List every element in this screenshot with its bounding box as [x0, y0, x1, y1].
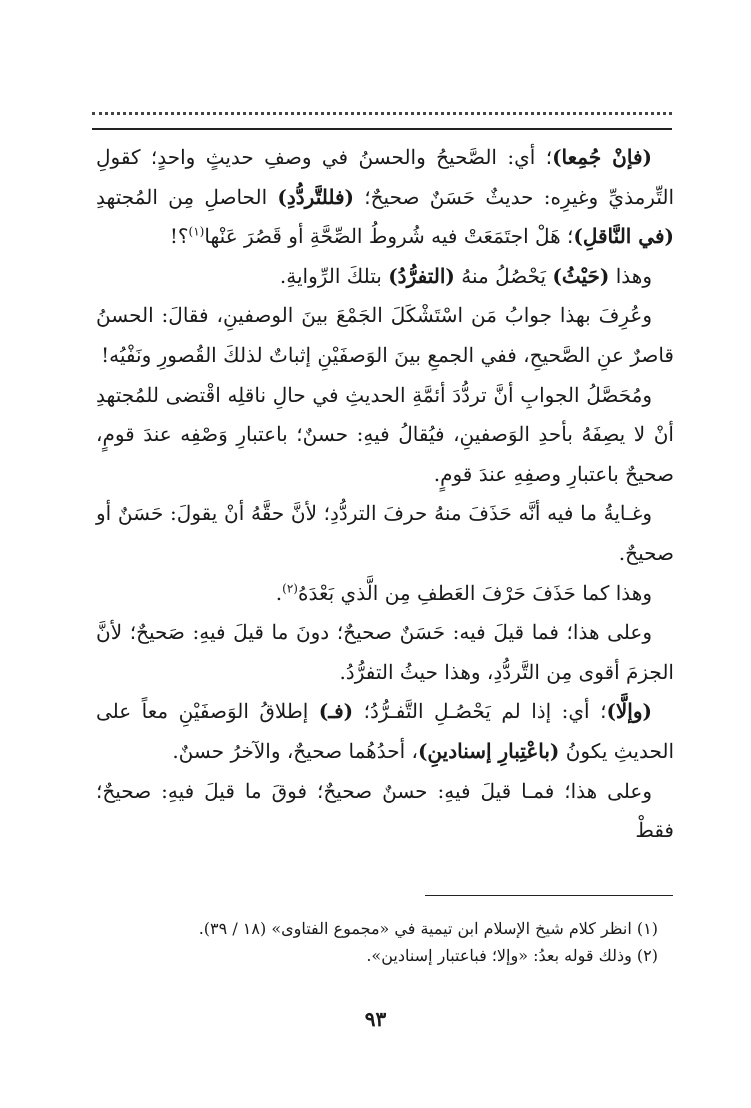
text-run: وهذا [609, 263, 652, 288]
bold-term: (في النَّاقلِ) [573, 224, 674, 249]
bold-term: (حَيْثُ) [552, 263, 610, 288]
text-run: . [275, 580, 283, 605]
bold-term: (فللتَّردُّدِ) [277, 184, 355, 209]
paragraph-2 [96, 257, 674, 297]
text-run: ؟! [169, 224, 189, 249]
text-run: إطلاقُ الوَصفَيْنِ معاً على الحديثِ يكونُ [96, 699, 674, 763]
paragraph-9 [96, 772, 674, 851]
paragraph-1 [96, 138, 674, 257]
bold-term: (وإلَّا) [606, 699, 652, 724]
header-rule [92, 128, 672, 130]
paragraph-4 [96, 376, 674, 495]
page-number: ٩٣ [364, 1007, 387, 1031]
bold-term: (التفرُّدُ) [388, 263, 455, 288]
bold-term: (فـ) [318, 699, 354, 724]
text-run: ، أحدُهُما صحيحٌ، والآخرُ حسنٌ. [172, 738, 418, 763]
text-run: يَحْصُلُ منهُ [454, 263, 553, 288]
bold-term: (باعْتِبارِ إسنادينِ) [417, 738, 560, 763]
footnote-ref-2[interactable]: (٢) [282, 580, 298, 595]
text-run: وهذا كما حَذَفَ حَرْفَ العَطفِ مِن الَّذي بَعْدَهُ [297, 580, 652, 605]
text-run: ومُحَصَّلُ الجوابِ أنَّ تردُّدَ أئمَّةِ الحديثِ في حالِ ناقلِه اقْتضى للمُجتهدِ أنْ لا يصِفَهُ بأحدِ الوَصفينِ، فيُقالُ فيهِ: حسنٌ؛ باعتبارِ وَصْفِه عندَ قومٍ، صحيحٌ باعتبارِ وصفِهِ عندَ قومٍ. [96, 382, 674, 486]
footnote-2 [96, 942, 666, 969]
text-run: وعلى هذا؛ فما قيلَ فيه: حَسَنٌ صحيحٌ؛ دونَ ما قيلَ فيهِ: صَحيحٌ؛ لأنَّ الجزمَ أقوى مِن التَّردُّدِ، وهذا حيثُ التفرُّدُ. [96, 620, 674, 684]
footnote-1 [96, 915, 666, 942]
paragraph-3 [96, 296, 674, 375]
footnote-ref-1[interactable]: (١) [188, 224, 205, 239]
footnote-number: (٢) [636, 946, 658, 965]
text-run: ؛ أي: إذا لم يَحْصُـلِ التَّفـرُّدُ؛ [353, 699, 607, 724]
footnote-separator [425, 895, 673, 896]
text-run: ؛ هَلْ اجتَمَعَتْ فيه شُروطُ الصِّحَّةِ أو قَصُرَ عَنْها [204, 224, 574, 249]
text-run: وعلى هذا؛ فمـا قيلَ فيهِ: حسنٌ صحيحٌ؛ فوقَ ما قيلَ فيهِ: صحيحٌ؛ فقطْ [96, 778, 674, 843]
header-dotted-rule [92, 112, 672, 115]
paragraph-8 [96, 692, 674, 771]
main-text [96, 138, 674, 851]
paragraph-6 [96, 574, 674, 614]
footnote-text: وذلك قوله بعدُ: «وإلا؛ فباعتبار إسنادين». [366, 946, 637, 965]
bold-term: (فإنْ جُمِعا) [552, 145, 652, 169]
text-run: وغـايةُ ما فيه أنَّه حَذَفَ منهُ حرفَ التردُّدِ؛ لأنَّ حقَّهُ أنْ يقولَ: حَسَنٌ أو صحيحٌ. [96, 501, 674, 565]
footnote-text: انظر كلام شيخ الإسلام ابن تيمية في «مجموع الفتاوى» (١٨ / ٣٩). [198, 919, 637, 938]
footnote-number: (١) [636, 919, 658, 938]
footnotes [96, 915, 666, 969]
text-run: بتلكَ الرِّوايةِ. [279, 263, 389, 288]
paragraph-5 [96, 494, 674, 573]
text-run: وعُرِفَ بهذا جوابُ مَن اسْتَشْكَلَ الجَمْعَ بينَ الوصفينِ، فقالَ: الحسنُ قاصرٌ عنِ الصَّحيحِ، ففي الجمعِ بينَ الوَصفَيْنِ إثباتٌ لذلكَ القُصورِ ونَفْيُه! [96, 303, 674, 367]
paragraph-7 [96, 613, 674, 692]
text-run: ؛ أي: الصَّحيحُ والحسنُ في وصفِ حديثٍ واحدٍ؛ كقولِ التِّرمذيِّ وغيرِه: حديثٌ حَسَنٌ صحيحٌ؛ [96, 145, 675, 209]
text-run: الحاصلِ مِن المُجتهدِ [96, 184, 278, 209]
